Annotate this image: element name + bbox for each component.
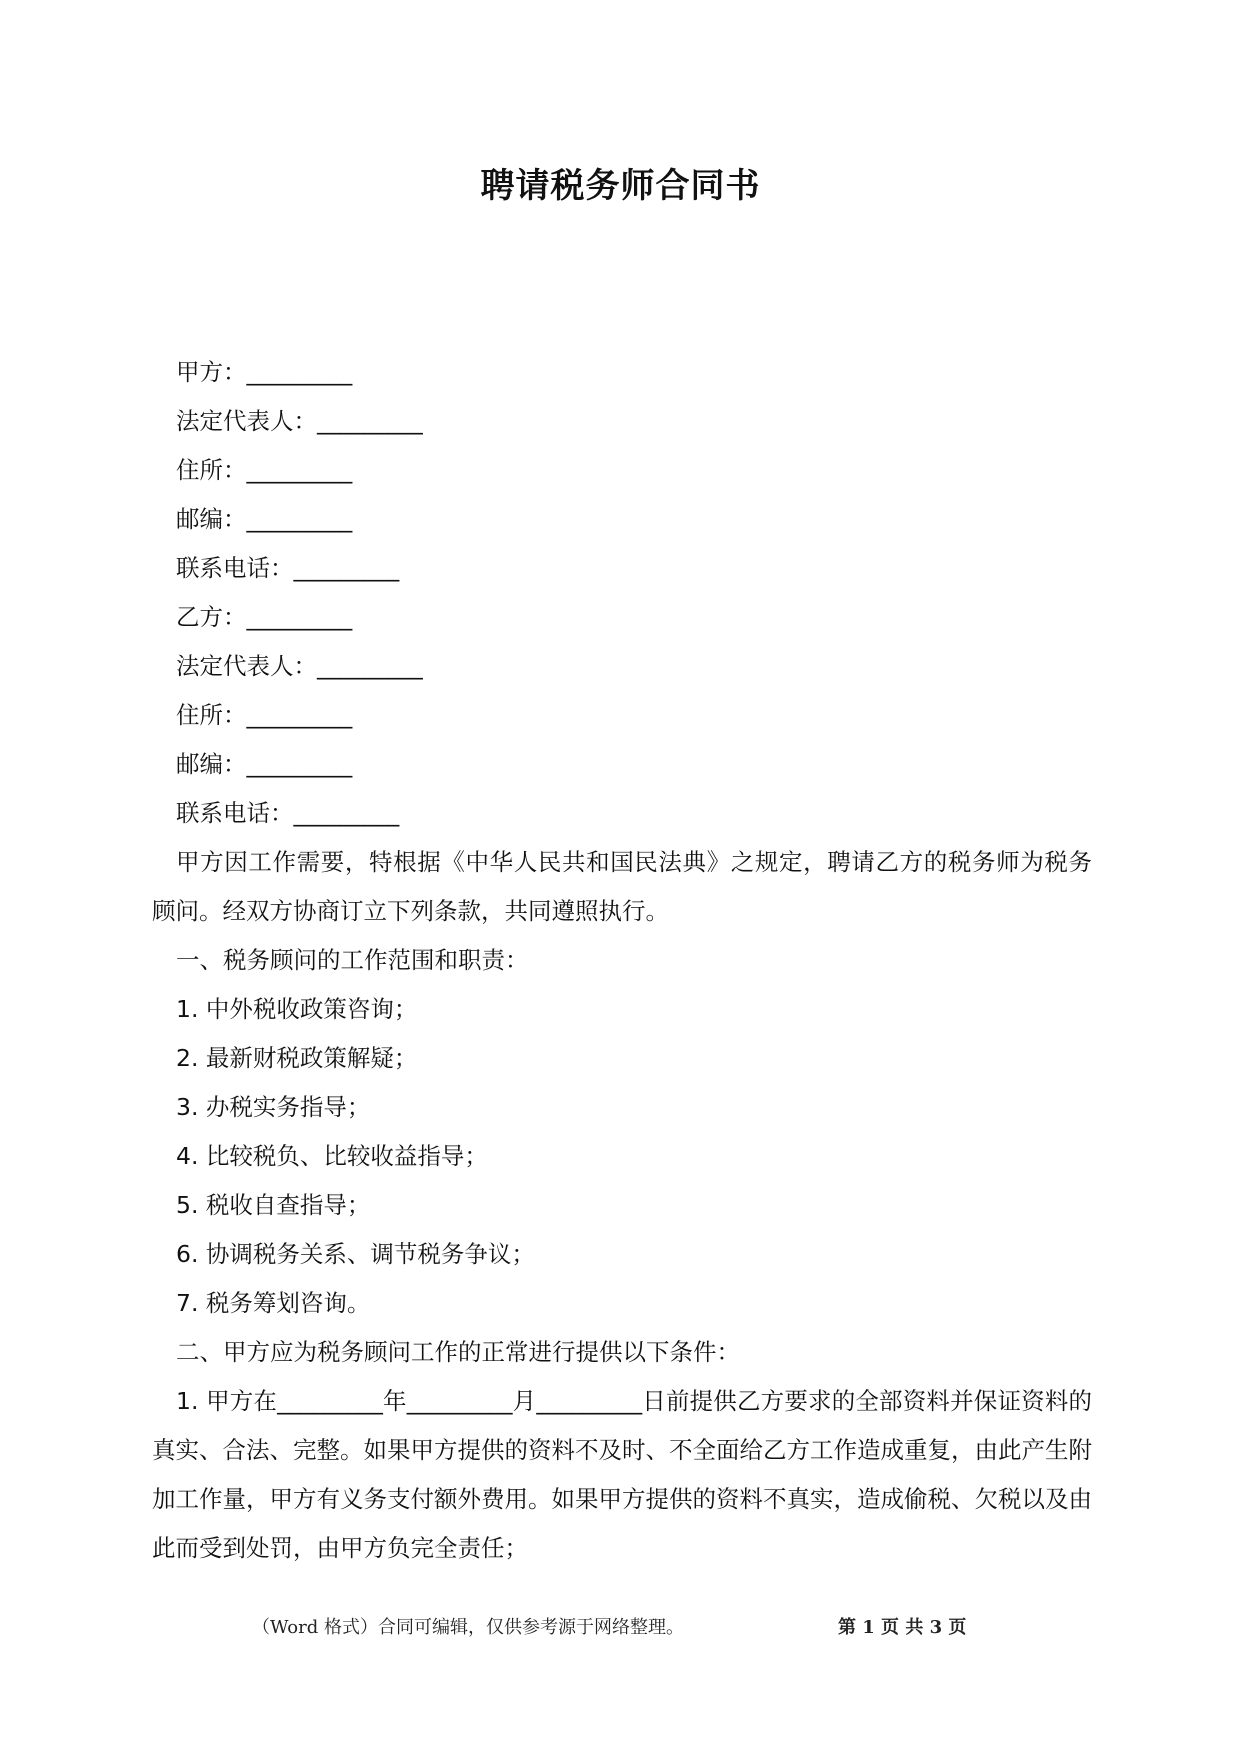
party-b-representative-line: 法定代表人：_________ [176,652,423,680]
party-a-representative-line: 法定代表人：_________ [176,407,423,435]
party-b-line: 乙方：_________ [176,603,353,631]
section1-item: 1. 中外税收政策咨询； [176,995,418,1023]
party-a-postcode-line: 邮编：_________ [176,505,353,533]
party-a-address-line: 住所：_________ [176,456,353,484]
section2-item-paragraph: 1. 甲方在_________年_________月_________日前提供乙方要求的全部资料并保证资料的真实、合法、完整。如果甲方提供的资料不及时、不全面给乙方工作造成重复，由此产生附加工作量，甲方有义务支付额外费用。如果甲方提供的资料不真实，造成偷税、欠税以及由此而受到处罚，由甲方负完全责任； [152,1387,1092,1562]
footer-note: （Word 格式）合同可编辑，仅供参考源于网络整理。 [252,1617,684,1638]
section1-item: 5. 税收自查指导； [176,1191,371,1219]
section1-item: 2. 最新财税政策解疑； [176,1044,418,1072]
section1-item: 6. 协调税务关系、调节税务争议； [176,1240,535,1268]
section1-heading: 一、税务顾问的工作范围和职责： [176,946,529,974]
section1-item: 4. 比较税负、比较收益指导； [176,1142,488,1170]
section1-item: 7. 税务筹划咨询。 [176,1289,371,1317]
party-b-postcode-line: 邮编：_________ [176,750,353,778]
party-a-line: 甲方：_________ [176,358,353,386]
party-b-phone-line: 联系电话：_________ [176,799,400,827]
intro-paragraph: 甲方因工作需要，特根据《中华人民共和国民法典》之规定，聘请乙方的税务师为税务顾问。经双方协商订立下列条款，共同遵照执行。 [152,848,1092,925]
document-title: 聘请税务师合同书 [480,166,761,206]
party-a-phone-line: 联系电话：_________ [176,554,400,582]
party-b-address-line: 住所：_________ [176,701,353,729]
footer-page-info: 第 1 页 共 3 页 [838,1617,967,1638]
section2-heading: 二、甲方应为税务顾问工作的正常进行提供以下条件： [176,1338,740,1366]
document-body [152,348,1092,1573]
section1-item: 3. 办税实务指导； [176,1093,371,1121]
